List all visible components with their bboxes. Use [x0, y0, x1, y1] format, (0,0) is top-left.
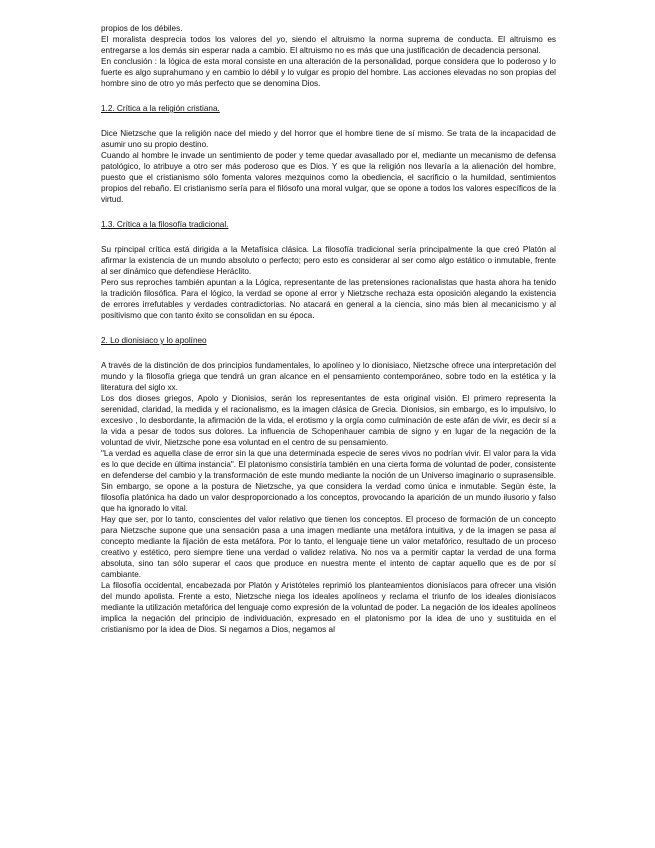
- paragraph: Dice Nietzsche que la religión nace del miedo y del horror que el hombre tiene de sí mismo. Se trata de la incapacidad de asumir uno su propio destino.: [101, 129, 556, 149]
- paragraph: Hay que ser, por lo tanto, conscientes del valor relativo que tienen los conceptos. El proceso de formación de un concepto para Nietzsche supone que una sensación pasa a una imagen mediante una metáfora intuitiva, y de la imagen se pasa al concepto mediante la fijación de esta metáfora. Por lo tanto, el lenguaje tiene un valor metafórico, resultado de un proceso creativo y estético, pero siempre tiene una verdad o validez relativa. No nos va a permitir captar la verdad de una forma absoluta, sino tan sólo superar el caos que produce en nuestra mente el intento de captar aquello que es de por sí cambiante.: [101, 515, 556, 579]
- paragraph: Pero sus reproches también apuntan a la Lógica, representante de las pretensiones racionalistas que hasta ahora ha tenido la tradición filosófica. Para el lógico, la verdad se opone al error y Nietzsche rechaza esta oposición alegando la existencia de errores irrefutables y verdades contradictorias. No atacará en general a la ciencia, sino más bien al mecanicismo y al positivismo que con tanto éxito se consolidan en su época.: [101, 278, 556, 320]
- paragraph: El moralista desprecia todos los valores del yo, siendo el altruismo la norma suprema de conducta. El altruismo es entregarse a los demás sin esperar nada a cambio. El altruismo no es más que una justificación de decadencia personal.: [101, 35, 556, 55]
- section-heading-dionisiaco: 2. Lo dionisiaco y lo apolíneo: [101, 336, 207, 345]
- paragraph: Los dos dioses griegos, Apolo y Dionisios, serán los representantes de esta original visión. El primero representa la serenidad, claridad, la medida y el racionalismo, es la imagen clásica de Grecia. Dionisios, sin embargo, es lo impulsivo, lo excesivo , lo desbordante, la afirmación de la vida, el erotismo y la orgía como culminación de este afán de vivir, es decir sí a la vida a pesar de todos sus dolores. La influencia de Schopenhauer cambia de signo y en lugar de la negación de la voluntad de vivir, Nietzsche pone esa voluntad en el centro de su pensamiento.: [101, 394, 556, 447]
- document-page: [101, 23, 556, 635]
- paragraph: propios de los débiles.: [101, 24, 183, 33]
- paragraph: "La verdad es aquella clase de error sin la que una determinada especie de seres vivos no podrían vivir. El valor para la vida es lo que decide en última instancia". El platonismo consistiría también en una cierta forma de voluntad de poder, consistente en defenderse del cambio y la transformación de este mundo mediante la noción de un Universo imaginario o suprasensible. Sin embargo, se opone a la postura de Nietzsche, ya que considera la verdad como única e inmutable. Según éste, la filosofía platónica ha dado un valor desproporcionado a los conceptos, provocando la aparición de un mundo ilusorio y falso que ha ignorado lo vital.: [101, 449, 556, 513]
- paragraph: Cuando al hombre le invade un sentimiento de poder y teme quedar avasallado por el, mediante un mecanismo de defensa patológico, lo atribuye a otro ser más poderoso que es Dios. Y es que la religión nos llevaría a la alienación del hombre, puesto que el cristianismo sólo fomenta valores mezquinos como la obediencia, el sacrificio o la humildad, sentimientos propios del rebaño. El cristianismo sería para el filósofo una moral vulgar, que se opone a todos los valores específicos de la virtud.: [101, 151, 556, 204]
- paragraph: La filosofía occidental, encabezada por Platón y Aristóteles reprimió los planteamientos dionisíacos para ofrecer una visión del mundo apolista. Frente a esto, Nietzsche niega los ideales apolíneos y reclama el triunfo de los ideales dionisíacos mediante la utilización metafórica del lenguaje como expresión de la voluntad de poder. La negación de los ideales apolíneos implica la negación del principio de individuación, expresado en el platonismo por la idea de uno y sustituida en el cristianismo por la idea de Dios. Si negamos a Dios, negamos al: [101, 581, 556, 634]
- section-heading-religion: 1.2. Crítica a la religión cristiana.: [101, 104, 220, 113]
- paragraph: A través de la distinción de dos principios fundamentales, lo apolíneo y lo dionisiaco, Nietzsche ofrece una interpretación del mundo y la filosofía griega que tendrá un gran alcance en el pensamiento contemporáneo, sobre todo en la estética y la literatura del siglo xx.: [101, 361, 556, 392]
- paragraph: Su rpincipal crítica está dirigida a la Metafísica clásica. La filosofía tradicional sería principalmente la que creó Platón al afirmar la existencia de un mundo absoluto o perfecto; pero esto es considerar al ser como algo estático o inmutable, frente al ser dinámico que defendiese Heráclito.: [101, 245, 556, 276]
- paragraph: En conclusión : la lógica de esta moral consiste en una alteración de la personalidad, porque considera que lo poderoso y lo fuerte es algo suprahumano y en cambio lo débil y lo vulgar es propio del hombre. Las acciones elevadas no son propias del hombre sino de otro yo más perfecto que se denomina Dios.: [101, 57, 556, 88]
- section-heading-filosofia: 1.3. Crítica a la filosofía tradicional.: [101, 220, 229, 229]
